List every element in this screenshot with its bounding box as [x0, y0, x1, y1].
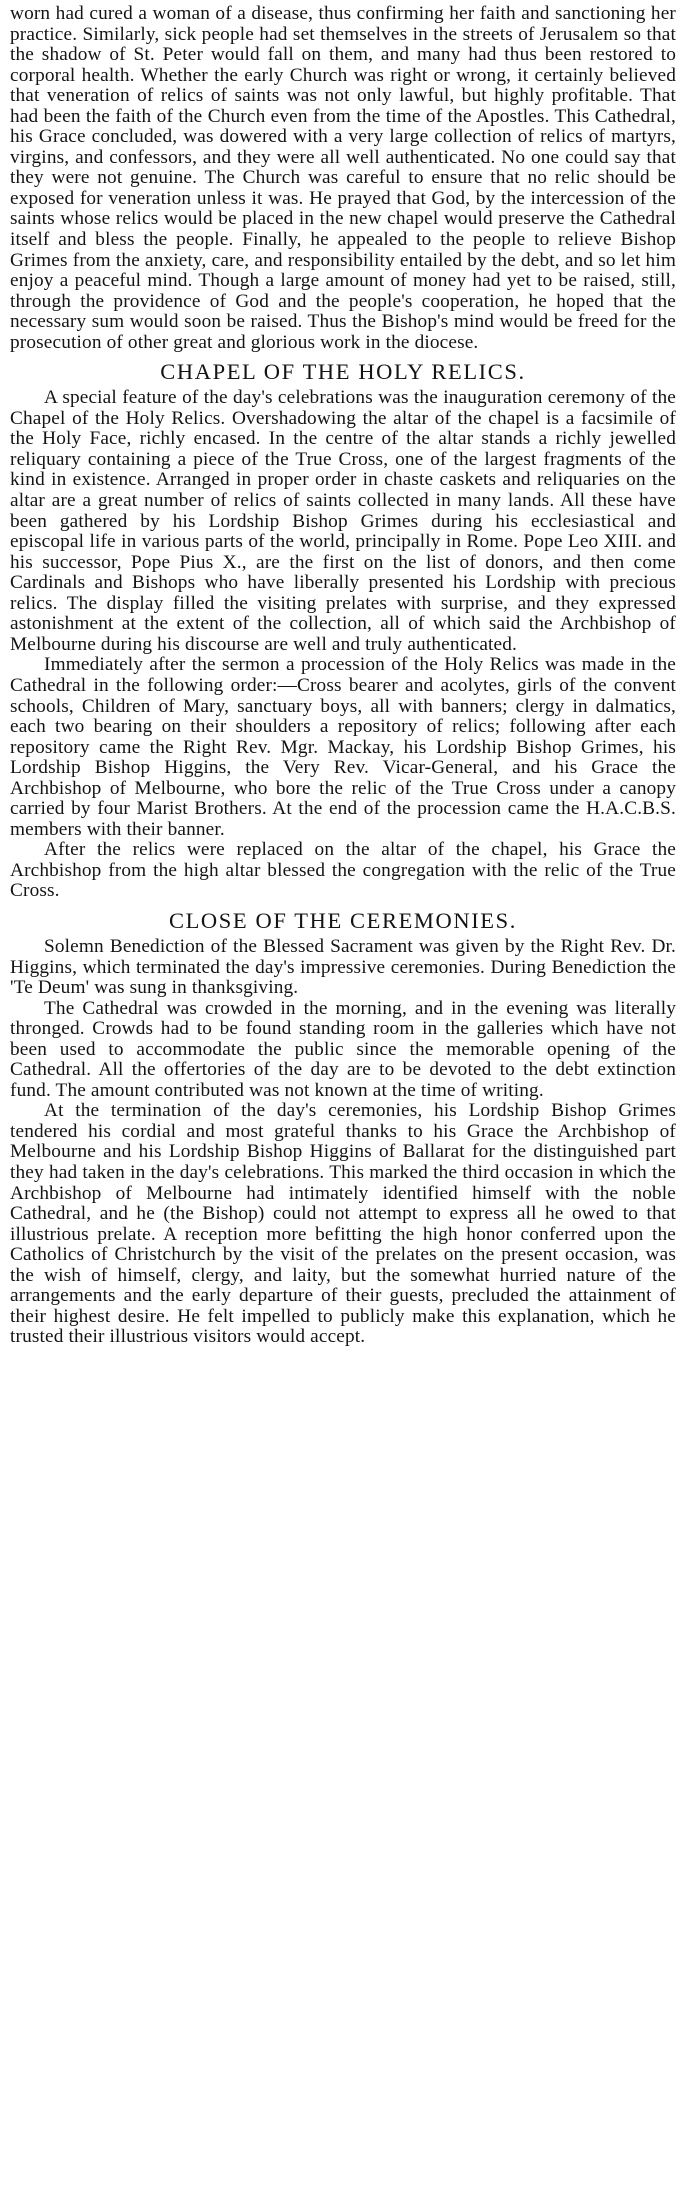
- section-heading-chapel: CHAPEL OF THE HOLY RELICS.: [160, 359, 526, 385]
- close-paragraph-3: At the termination of the day's ceremonies, his Lordship Bishop Grimes tendered his cordial and most grateful thanks to his Grace the Archbishop of Melbourne and his Lordship Bishop Higgins of Ballarat for the distinguished part they had taken in the day's celebrations. This marked the third occasion in which the Archbishop of Melbourne had intimately identified himself with the noble Cathedral, and he (the Bishop) could not attempt to express all he owed to that illustrious prelate. A reception more befitting the high honor conferred upon the Catholics of Christchurch by the visit of the prelates on the present occasion, was the wish of himself, clergy, and laity, but the somewhat hurried nature of the arrangements and the early departure of their guests, precluded the attainment of their highest desire. He felt impelled to publicly make this explanation, which he trusted their illustrious visitors would accept.: [10, 1100, 676, 1348]
- intro-paragraph: worn had cured a woman of a disease, thus confirming her faith and sanctioning her practice. Similarly, sick people had set themselves in the streets of Jerusalem so that the shadow of St. Peter would fall on them, and many had thus been restored to corporal health. Whether the early Church was right or wrong, it certainly believed that veneration of relics of saints was not only lawful, but highly profitable. That had been the faith of the Church even from the time of the Apostles. This Cathedral, his Grace concluded, was dowered with a very large collection of relics of martyrs, virgins, and confessors, and they were all well authenticated. No one could say that they were not genuine. The Church was careful to ensure that no relic should be exposed for veneration unless it was. He prayed that God, by the intercession of the saints whose relics would be placed in the new chapel would preserve the Cathedral itself and bless the people. Finally, he appealed to the people to relieve Bishop Grimes from the anxiety, care, and responsibility entailed by the debt, and so let him enjoy a peaceful mind. Though a large amount of money had yet to be raised, still, through the providence of God and the people's cooperation, he hoped that the necessary sum would soon be raised. Thus the Bishop's mind would be freed for the prosecution of other great and glorious work in the diocese.: [10, 3, 676, 353]
- chapel-paragraph-1: A special feature of the day's celebrations was the inauguration ceremony of the Chapel of the Holy Relics. Overshadowing the altar of the chapel is a facsimile of the Holy Face, richly encased. In the centre of the altar stands a richly jewelled reliquary containing a piece of the True Cross, one of the largest fragments of the kind in existence. Arranged in proper order in chaste caskets and reliquaries on the altar are a great number of relics of saints collected in many lands. All these have been gathered by his Lordship Bishop Grimes during his ecclesiastical and episcopal life in various parts of the world, principally in Rome. Pope Leo XIII. and his successor, Pope Pius X., are the first on the list of donors, and then come Cardinals and Bishops who have liberally presented his Lordship with precious relics. The display filled the visiting prelates with surprise, and they expressed astonishment at the extent of the collection, all of which said the Archbishop of Melbourne during his discourse are well and truly authenticated.: [10, 387, 676, 655]
- close-paragraph-1: Solemn Benediction of the Blessed Sacrament was given by the Right Rev. Dr. Higgins, which terminated the day's impressive ceremonies. During Benediction the 'Te Deum' was sung in thanksgiving.: [10, 935, 676, 999]
- close-paragraph-2: The Cathedral was crowded in the morning, and in the evening was literally thronged. Crowds had to be found standing room in the galleries which have not been used to accommodate the public since the memorable opening of the Cathedral. All the offertories of the day are to be devoted to the debt extinction fund. The amount contributed was not known at the time of writing.: [10, 997, 676, 1101]
- chapel-paragraph-2: Immediately after the sermon a procession of the Holy Relics was made in the Cathedral in the following order:—Cross bearer and acolytes, girls of the convent schools, Children of Mary, sanctuary boys, all with banners; clergy in dalmatics, each two bearing on their shoulders a repository of relics; following after each repository came the Right Rev. Mgr. Mackay, his Lordship Bishop Grimes, his Lordship Bishop Higgins, the Very Rev. Vicar-General, and his Grace the Archbishop of Melbourne, who bore the relic of the True Cross under a canopy carried by four Marist Brothers. At the end of the procession came the H.A.C.B.S. members with their banner.: [10, 654, 676, 840]
- chapel-paragraph-3: After the relics were replaced on the altar of the chapel, his Grace the Archbishop from the high altar blessed the congregation with the relic of the True Cross.: [10, 839, 676, 902]
- section-heading-close: CLOSE OF THE CEREMONIES.: [168, 907, 517, 933]
